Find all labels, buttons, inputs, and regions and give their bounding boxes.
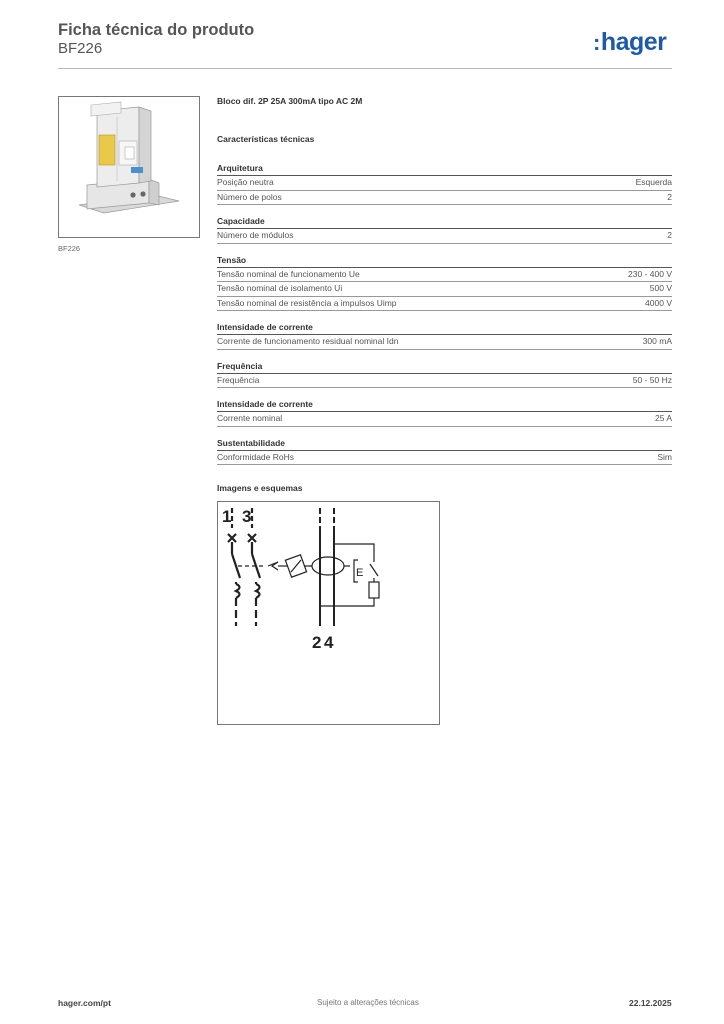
spec-label: Conformidade RoHs xyxy=(217,451,295,462)
terminal-2-label: 2 xyxy=(312,633,322,652)
product-image-caption: BF226 xyxy=(58,244,81,253)
footer-website-link[interactable]: hager.com/pt xyxy=(58,998,111,1008)
spec-row xyxy=(217,412,672,427)
logo-text: hager xyxy=(600,28,667,56)
spec-label: Número de polos xyxy=(217,191,282,202)
spec-section-title: Intensidade de corrente xyxy=(217,398,672,412)
tech-characteristics-title: Características técnicas xyxy=(217,134,315,144)
spec-row xyxy=(217,282,672,297)
spec-value: Sim xyxy=(657,451,672,462)
page-title: Ficha técnica do produto xyxy=(58,21,255,39)
spec-label: Frequência xyxy=(217,374,260,385)
terminal-3-label: 3 xyxy=(242,507,252,526)
spec-section xyxy=(217,437,672,466)
product-image xyxy=(58,96,200,238)
spec-label: Tensão nominal de funcionamento Ue xyxy=(217,268,360,279)
spec-section-title: Arquitetura xyxy=(217,162,672,176)
spec-section-title: Capacidade xyxy=(217,215,672,229)
images-title: Imagens e esquemas xyxy=(217,483,303,493)
footer-disclaimer: Sujeito a alterações técnicas xyxy=(317,998,419,1007)
product-illustration xyxy=(59,97,199,237)
header-divider xyxy=(58,68,672,69)
spec-section xyxy=(217,360,672,389)
wiring-diagram xyxy=(217,501,440,725)
test-button-label: E xyxy=(356,567,364,579)
characteristics-panel xyxy=(217,96,672,475)
spec-value: 300 mA xyxy=(642,336,672,346)
spec-section xyxy=(217,162,672,205)
wiring-diagram-svg xyxy=(218,502,439,724)
spec-value: 2 xyxy=(667,230,672,240)
terminal-1-label: 1 xyxy=(222,507,232,526)
product-name: Bloco dif. 2P 25A 300mA tipo AC 2M xyxy=(217,96,363,106)
footer-date: 22.12.2025 xyxy=(629,998,672,1008)
hager-logo[interactable] xyxy=(593,28,666,57)
spec-section-title: Tensão xyxy=(217,254,672,268)
spec-label: Corrente nominal xyxy=(217,413,283,423)
spec-row xyxy=(217,268,672,283)
product-code: BF226 xyxy=(58,40,103,57)
spec-label: Tensão nominal de isolamento Ui xyxy=(217,283,343,293)
spec-value: 4000 V xyxy=(645,297,672,308)
spec-value: Esquerda xyxy=(635,177,672,187)
spec-section xyxy=(217,321,672,350)
spec-row xyxy=(217,335,672,350)
spec-section xyxy=(217,215,672,244)
spec-label: Posição neutra xyxy=(217,177,274,187)
spec-section-title: Intensidade de corrente xyxy=(217,321,672,335)
spec-label: Corrente de funcionamento residual nominal Idn xyxy=(217,336,399,346)
spec-sections xyxy=(217,162,672,465)
logo-colon: : xyxy=(593,30,600,55)
spec-section-title: Frequência xyxy=(217,360,672,374)
spec-value: 500 V xyxy=(649,283,672,293)
spec-row xyxy=(217,176,672,191)
spec-row xyxy=(217,374,672,389)
spec-row xyxy=(217,451,672,466)
spec-value: 25 A xyxy=(654,413,672,423)
spec-value: 2 xyxy=(667,191,672,202)
spec-row xyxy=(217,191,672,206)
spec-section xyxy=(217,254,672,312)
spec-value: 50 - 50 Hz xyxy=(632,374,672,385)
spec-label: Número de módulos xyxy=(217,230,294,240)
spec-section-title: Sustentabilidade xyxy=(217,437,672,451)
spec-label: Tensão nominal de resistência a impulsos Uimp xyxy=(217,297,397,308)
terminal-4-label: 4 xyxy=(324,633,334,652)
spec-row xyxy=(217,229,672,244)
spec-value: 230 - 400 V xyxy=(628,268,672,279)
spec-section xyxy=(217,398,672,427)
spec-row xyxy=(217,297,672,312)
